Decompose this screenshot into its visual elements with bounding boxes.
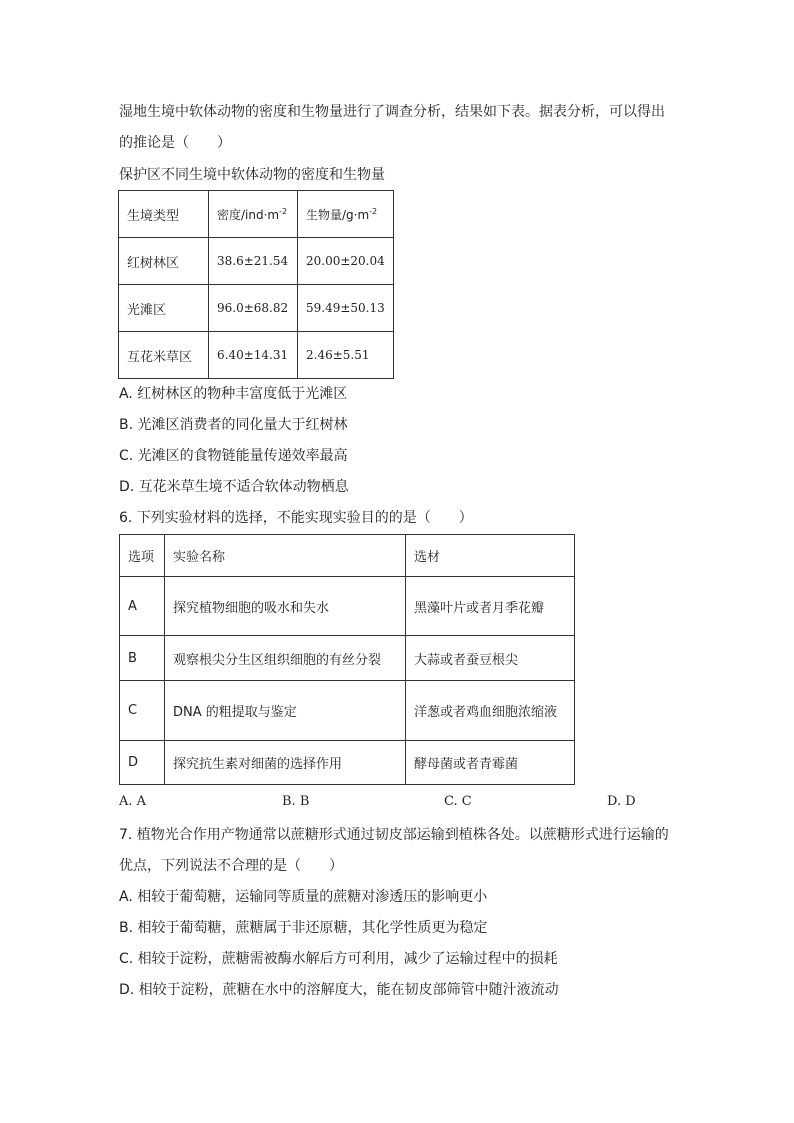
q7-stem-line2: 优点，下列说法不合理的是（ ） — [119, 858, 343, 874]
q7-option-d: D. 相较于淀粉，蔗糖在水中的溶解度大，能在韧皮部筛管中随汁液流动 — [119, 982, 559, 998]
table-header-cell: 选材 — [406, 535, 575, 577]
table-cell: 红树林区 — [119, 238, 209, 285]
table-row — [120, 741, 575, 785]
table-cell: 38.6±21.54 — [209, 238, 298, 285]
q6-answer-c: C. C — [444, 794, 472, 809]
q7-stem-line1: 7. 植物光合作用产物通常以蔗糖形式通过韧皮部运输到植株各处。以蔗糖形式进行运输的 — [119, 827, 669, 843]
table-cell: 探究植物细胞的吸水和失水 — [165, 577, 406, 636]
table-header-row — [119, 191, 394, 238]
q6-table — [119, 534, 575, 785]
table-row — [120, 577, 575, 636]
table-cell: 观察根尖分生区组织细胞的有丝分裂 — [165, 636, 406, 681]
q5-table-title: 保护区不同生境中软体动物的密度和生物量 — [119, 167, 385, 183]
table-cell: 黑藻叶片或者月季花瓣 — [406, 577, 575, 636]
table-cell: 酵母菌或者青霉菌 — [406, 741, 575, 785]
table-cell: B — [120, 636, 165, 681]
table-cell: 洋葱或者鸡血细胞浓缩液 — [406, 681, 575, 741]
table-row — [120, 636, 575, 681]
q7-option-c: C. 相较于淀粉，蔗糖需被酶水解后方可利用，减少了运输过程中的损耗 — [119, 951, 558, 967]
table-header-cell: 生物量$/g\cdot m^{-2}$ — [298, 191, 394, 238]
table-cell: 光滩区 — [119, 285, 209, 332]
q5-table — [118, 190, 394, 379]
table-header-cell: 实验名称 — [165, 535, 406, 577]
table-row — [119, 332, 394, 379]
table-cell: D — [120, 741, 165, 785]
table-cell: C — [120, 681, 165, 741]
table-header-row — [120, 535, 575, 577]
table-row — [120, 681, 575, 741]
table-header-cell: 选项 — [120, 535, 165, 577]
table-row — [119, 238, 394, 285]
table-cell: 96.0±68.82 — [209, 285, 298, 332]
q5-option-c: C. 光滩区的食物链能量传递效率最高 — [119, 448, 348, 464]
q5-stem-line1: 湿地生境中软体动物的密度和生物量进行了调查分析，结果如下表。据表分析，可以得出 — [119, 104, 665, 120]
q5-option-a: A. 红树林区的物种丰富度低于光滩区 — [119, 386, 348, 402]
q5-option-d: D. 互花米草生境不适合软体动物栖息 — [119, 479, 349, 495]
table-cell: 互花米草区 — [119, 332, 209, 379]
table-cell: 6.40±14.31 — [209, 332, 298, 379]
q6-stem: 6. 下列实验材料的选择，不能实现实验目的的是（ ） — [119, 510, 473, 526]
table-cell: 20.00±20.04 — [298, 238, 394, 285]
q7-option-a: A. 相较于葡萄糖，运输同等质量的蔗糖对渗透压的影响更小 — [119, 889, 488, 905]
table-cell: DNA 的粗提取与鉴定 — [165, 681, 406, 741]
table-cell: 大蒜或者蚕豆根尖 — [406, 636, 575, 681]
table-row — [119, 285, 394, 332]
q6-answer-d: D. D — [607, 794, 636, 809]
table-header-cell: 生境类型 — [119, 191, 209, 238]
q6-answer-a: A. A — [119, 794, 147, 809]
table-cell: 2.46±5.51 — [298, 332, 394, 379]
q5-option-b: B. 光滩区消费者的同化量大于红树林 — [119, 417, 348, 433]
table-cell: A — [120, 577, 165, 636]
q7-option-b: B. 相较于葡萄糖，蔗糖属于非还原糖，其化学性质更为稳定 — [119, 920, 488, 936]
table-cell: 59.49±50.13 — [298, 285, 394, 332]
table-header-cell: 密度$/ind\cdot m^{-2}$ — [209, 191, 298, 238]
q5-stem-line2: 的推论是（ ） — [119, 135, 231, 151]
table-cell: 探究抗生素对细菌的选择作用 — [165, 741, 406, 785]
q6-answer-b: B. B — [282, 794, 310, 809]
